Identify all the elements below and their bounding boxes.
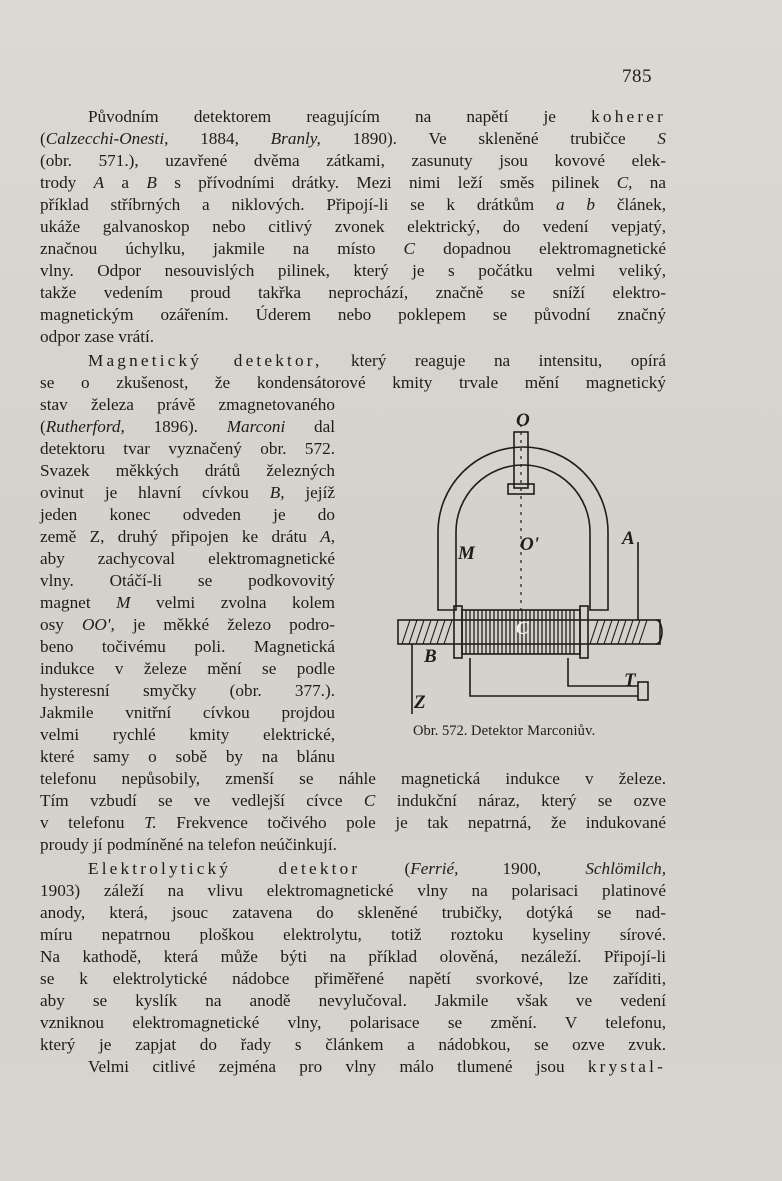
figure-caption: Obr. 572. Detektor Marconiův. [413, 723, 596, 739]
text-line: odpor zase vrátí. [40, 327, 155, 346]
text-line: telefonu nepůsobily, zmenší se náhle magnetická indukce v železe. [40, 769, 666, 788]
text-line: Svazek měkkých drátů železných [40, 461, 335, 480]
text-line: trody A a B s přívodními drátky. Mezi nimi leží směs pilinek C, na [40, 173, 666, 192]
text-line: aby zachycoval elektromagnetické [40, 549, 335, 568]
label-o-prime: O' [520, 534, 539, 555]
text-line: (Rutherford, 1896). Marconi dal [40, 417, 335, 436]
text-line: proudy jí podmíněné na telefon neúčinkují. [40, 835, 337, 854]
text-line: detektoru tvar vyznačený obr. 572. [40, 439, 335, 458]
text-line: který je zapjat do řady s článkem a nádobkou, se ozve zvuk. [40, 1035, 666, 1054]
label-o: O [516, 410, 530, 431]
text-line: Na kathodě, která může býti na příklad olověná, nezáleží. Připojí-li [40, 947, 666, 966]
horseshoe-magnet [438, 447, 608, 610]
label-c: C [516, 618, 529, 639]
text-line: stav železa právě zmagnetovaného [40, 395, 335, 414]
text-line: Magnetický detektor, který reaguje na intensitu, opírá [88, 351, 667, 370]
text-line: značnou úchylku, jakmile na místo C dopadnou elektromagnetické [40, 239, 666, 258]
text-line: hysteresní smyčky (obr. 377.). [40, 681, 335, 700]
text-line: ukáže galvanoskop nebo citlivý zvonek elektrický, do vedení vepjatý, [40, 217, 666, 236]
text-line: země Z, druhý připojen ke drátu A, [40, 527, 335, 546]
marconi-detector-figure [392, 404, 668, 724]
text-line: velmi rychlé kmity elektrické, [40, 725, 335, 744]
text-line: beno točivému poli. Magnetická [40, 637, 335, 656]
text-line: vlny. Otáčí-li se podkovovitý [40, 571, 335, 590]
text-line: aby se kyslík na anodě nevylučoval. Jakmile však ve vedení [40, 991, 666, 1010]
text-line: míru nepatrnou ploškou elektrolytu, totiž roztoku kyseliny sírové. [40, 925, 666, 944]
text-line: příklad stříbrných a niklových. Připojí-li se k drátkům a b článek, [40, 195, 666, 214]
text-line: Jakmile vnitřní cívkou projdou [40, 703, 335, 722]
label-z: Z [414, 692, 426, 713]
text-line: které samy o sobě by na blánu [40, 747, 335, 766]
coil-flange-right [580, 606, 588, 658]
text-line: takže vedením proud takřka neprochází, značně se sníží elektro- [40, 283, 666, 302]
text-line: v telefonu T. Frekvence točivého pole je tak nepatrná, že indukované [40, 813, 666, 832]
secondary-wire [470, 658, 638, 696]
bundle-end [656, 620, 662, 644]
telephone [638, 682, 648, 700]
text-line: anody, která, jsouc zatavena do skleněné trubičky, dotýká se nad- [40, 903, 666, 922]
text-line: ovinut je hlavní cívkou B, jejíž [40, 483, 335, 502]
text-line: (obr. 571.), uzavřené dvěma zátkami, zasunuty jsou kovové elek- [40, 151, 666, 170]
label-t: T [624, 670, 636, 691]
label-a: A [622, 528, 635, 549]
text-line: jeden konec odveden je do [40, 505, 335, 524]
text-line: indukce v železe mění se podle [40, 659, 335, 678]
label-m: M [458, 543, 475, 564]
text-line: 1903) záleží na vlivu elektromagnetické vlny na polarisaci platinové [40, 881, 666, 900]
text-line: (Calzecchi-Onesti, 1884, Branly, 1890). Ve skleněné trubičce S [40, 129, 667, 148]
text-line: Velmi citlivé zejména pro vlny málo tlumené jsou krystal- [88, 1057, 666, 1076]
text-line: Elektrolytický detektor (Ferrié, 1900, Schlömilch, [88, 859, 666, 878]
text-line: vzniknou elektromagnetické vlny, polarisace se změní. V telefonu, [40, 1013, 666, 1032]
label-b: B [424, 646, 437, 667]
text-line: magnet M velmi zvolna kolem [40, 593, 336, 612]
text-line: se o zkušenost, že kondensátorové kmity trvale mění magnetický [40, 373, 666, 392]
coil-flange-left [454, 606, 462, 658]
text-line: se k elektrolytické nádobce přiměřené napětí svorkové, lze zaříditi, [40, 969, 666, 988]
text-line: vlny. Odpor nesouvislých pilinek, který je s počátku velmi veliký, [40, 261, 666, 280]
page-number: 785 [622, 66, 652, 87]
text-line: Tím vzbudí se ve vedlejší cívce C indukční náraz, který se ozve [40, 791, 666, 810]
text-line: osy OO', je měkké železo podro- [40, 615, 335, 634]
text-line: Původním detektorem reagujícím na napětí je koherer [88, 107, 666, 126]
text-line: magnetickým ozářením. Úderem nebo poklepem se původní značný [40, 305, 666, 324]
